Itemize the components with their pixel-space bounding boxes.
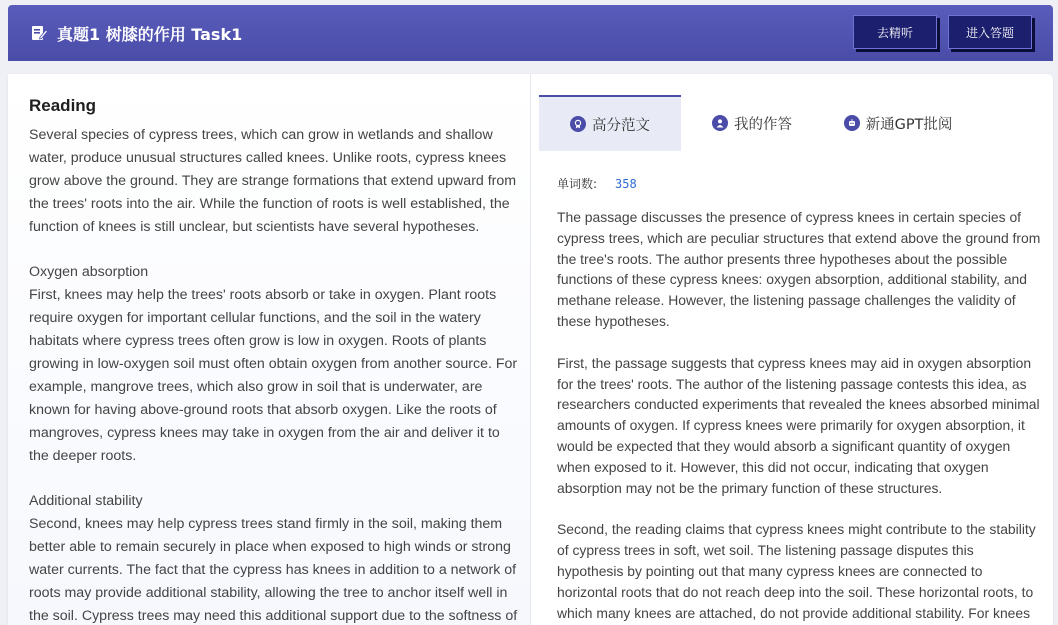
reading-heading: Reading: [29, 96, 97, 115]
model-essay[interactable]: [557, 207, 1041, 625]
tab-model-essay[interactable]: [539, 95, 681, 151]
reading-pane[interactable]: [8, 74, 531, 625]
section-text: First, knees may help the trees' roots absorb or take in oxygen. Plant roots require oxygen for important cellular functions, and the soil in the watery habitats where cypress trees often grow is low in oxygen. Roots of plants growing in low-oxygen soil must often obtain oxygen from another source. For example, mangrove trees, which also grow in soil that is underwater, are known for having above-ground roots that absorb oxygen. Like the roots of mangroves, cypress knees may take in oxygen from the air and deliver it to the deeper roots.: [29, 287, 518, 464]
word-count: [557, 175, 637, 192]
tab-gpt-review[interactable]: [823, 95, 973, 151]
essay-paragraph: First, the passage suggests that cypress knees may aid in oxygen absorption for the trees' roots. The author of the listening passage contests this idea, as researchers conducted experiments that revealed the knees absorbed minimal amounts of oxygen. If cypress knees were primarily for oxygen absorption, it would be expected that they would absorb a significant quantity of oxygen when exposed to it. However, this did not occur, indicating that oxygen absorption may not be the primary function of these structures.: [557, 354, 1040, 496]
tab-label: 我的作答: [734, 116, 792, 133]
content-panel: [8, 74, 1053, 625]
section-title: Oxygen absorption: [29, 264, 149, 280]
tab-label: 高分范文: [592, 117, 650, 134]
robot-icon: [844, 115, 860, 131]
reading-intro: Several species of cypress trees, which can grow in wetlands and shallow water, produce unusual structures called knees. Unlike roots, cypress knees grow above the ground. They are strange formations that extend upward from the trees' roots into the air. While the function of roots is well established, the function of knees is still unclear, but scientists have several hypotheses.: [29, 127, 517, 235]
word-count-value: 358: [615, 177, 637, 191]
tab-label: 新通GPT批阅: [865, 116, 953, 133]
essay-paragraph: Second, the reading claims that cypress knees might contribute to the stability of cypress trees in soft, wet soil. The listening passage disputes this hypothesis by pointing out that many cypress knees are connected to horizontal roots that do not reach deep into the soil. These horizontal roots, to which many knees are attached, do not provide additional stability. For knees: [557, 521, 1036, 621]
response-pane: [539, 74, 1053, 625]
header-bar: [8, 5, 1053, 61]
tab-my-answer[interactable]: [681, 95, 823, 151]
page-title: 真题1 树膝的作用 Task1: [57, 24, 243, 44]
intensive-listen-button[interactable]: 去精听: [853, 15, 937, 49]
essay-paragraph: The passage discusses the presence of cypress knees in certain species of cypress trees, which are peculiar structures that extend above the ground from the tree's roots. The author presents three hypotheses about the possible functions of these cypress knees: oxygen absorption, additional stability, and methane release. However, the listening passage challenges the validity of these hypotheses.: [557, 209, 1041, 329]
start-answer-button[interactable]: 进入答题: [948, 15, 1032, 49]
section-text: Second, knees may help cypress trees stand firmly in the soil, making them better able to remain securely in place when exposed to high winds or strong water currents. The fact that the cypress has knees in addition to a network of roots may provide additional stability, allowing the tree to anchor itself well in the soil. Cypress trees may need this additional support due to the softness of: [29, 516, 518, 624]
medal-icon: [570, 116, 586, 132]
word-count-label: 单词数:: [557, 177, 598, 191]
section-title: Additional stability: [29, 493, 143, 509]
tab-bar: [539, 95, 1039, 151]
edit-note-icon: [30, 24, 48, 42]
user-icon: [712, 115, 728, 131]
